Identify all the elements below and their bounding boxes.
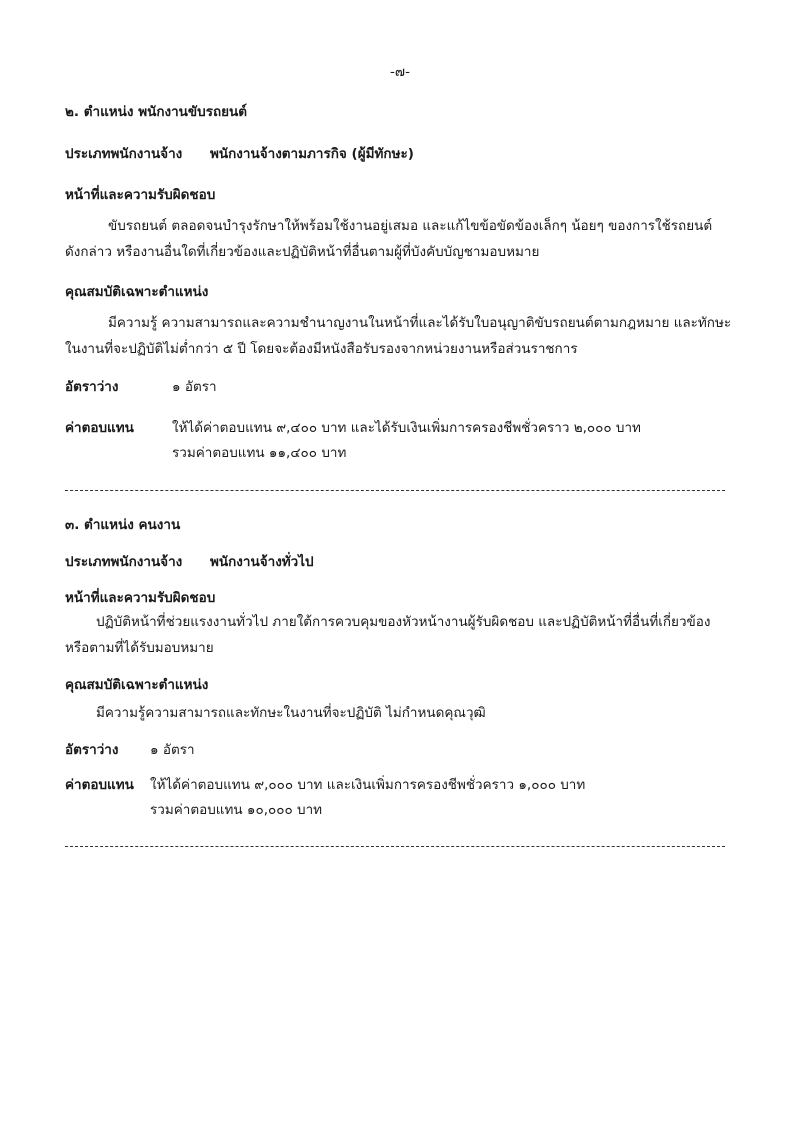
- employee-type-label: ประเภทพนักงานจ้าง: [65, 146, 183, 162]
- vacancy-value: ๑ อัตรา: [150, 742, 195, 758]
- employee-type-value: พนักงานจ้างทั่วไป: [210, 554, 314, 570]
- employee-type-value: พนักงานจ้างตามภารกิจ (ผู้มีทักษะ): [210, 146, 414, 162]
- vacancy-value: ๑ อัตรา: [172, 379, 217, 395]
- pay-label: ค่าตอบแทน: [65, 420, 134, 436]
- pay-label: ค่าตอบแทน: [65, 777, 134, 793]
- duties-line: ดังกล่าว หรืองานอื่นใดที่เกี่ยวข้องและปฏิบัติหน้าที่อื่นตามผู้ที่บังคับบัญชามอบหมาย: [65, 244, 540, 260]
- qualification-heading: คุณสมบัติเฉพาะตำแหน่ง: [65, 284, 209, 300]
- qualification-line: มีความรู้ความสามารถและทักษะในงานที่จะปฏิบัติ ไม่กำหนดคุณวุฒิ: [96, 705, 486, 721]
- employee-type-label: ประเภทพนักงานจ้าง: [65, 554, 183, 570]
- pay-total: รวมค่าตอบแทน ๑๐,๐๐๐ บาท: [150, 802, 323, 818]
- pay-line: ให้ได้ค่าตอบแทน ๙,๐๐๐ บาท และเงินเพิ่มการครองชีพชั่วคราว ๑,๐๐๐ บาท: [150, 777, 586, 793]
- section-title: ๓. ตำแหน่ง คนงาน: [65, 517, 181, 533]
- section-divider: [65, 490, 725, 491]
- duties-heading: หน้าที่และความรับผิดชอบ: [65, 187, 216, 203]
- vacancy-label: อัตราว่าง: [65, 742, 119, 758]
- qualification-line: ในงานที่จะปฏิบัติไม่ต่ำกว่า ๕ ปี โดยจะต้องมีหนังสือรับรองจากหน่วยงานหรือส่วนราชการ: [65, 341, 578, 357]
- duties-heading: หน้าที่และความรับผิดชอบ: [65, 590, 216, 606]
- section-title: ๒. ตำแหน่ง พนักงานขับรถยนต์: [65, 104, 248, 120]
- qualification-heading: คุณสมบัติเฉพาะตำแหน่ง: [65, 677, 209, 693]
- duties-line: หรือตามที่ได้รับมอบหมาย: [65, 640, 214, 656]
- section-divider: [65, 846, 725, 847]
- vacancy-label: อัตราว่าง: [65, 379, 119, 395]
- qualification-line: มีความรู้ ความสามารถและความชำนาญงานในหน้าที่และได้รับใบอนุญาติขับรถยนต์ตามกฎหมาย และทักษะ: [108, 315, 732, 331]
- duties-line: ขับรถยนต์ ตลอดจนบำรุงรักษาให้พร้อมใช้งานอยู่เสมอ และแก้ไขข้อขัดข้องเล็กๆ น้อยๆ ของการใช้รถยนต์: [108, 218, 713, 234]
- pay-line: ให้ได้ค่าตอบแทน ๙,๔๐๐ บาท และได้รับเงินเพิ่มการครองชีพชั่วคราว ๒,๐๐๐ บาท: [172, 420, 641, 436]
- pay-total: รวมค่าตอบแทน ๑๑,๔๐๐ บาท: [172, 445, 347, 461]
- duties-line: ปฏิบัติหน้าที่ช่วยแรงงานทั่วไป ภายใต้การควบคุมของหัวหน้างานผู้รับผิดชอบ และปฏิบัติหน้าที่อื่นที่เกี่ยวข้อง: [96, 614, 711, 630]
- page-number: -๗-: [390, 64, 410, 80]
